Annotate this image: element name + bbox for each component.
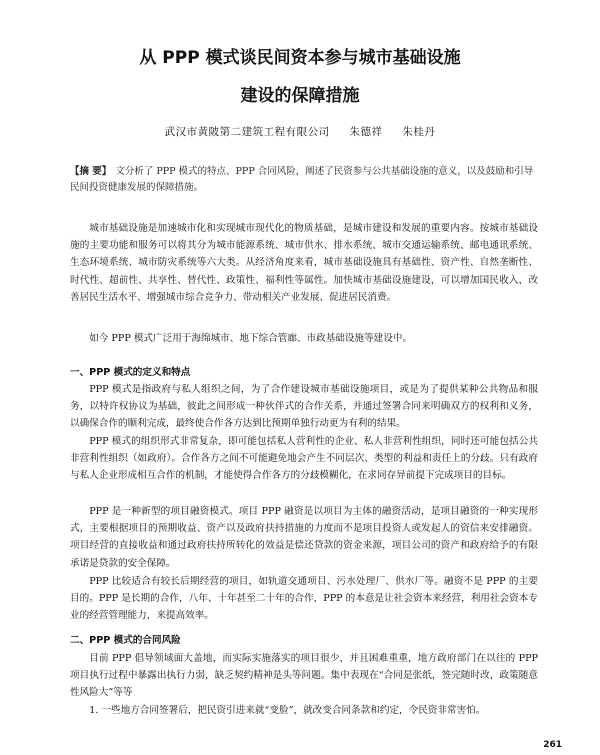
affiliation: 武汉市黄陂第二建筑工程有限公司 [164, 126, 330, 138]
body-paragraph: 1. 一些地方合同签署后，把民资引进来就“变脸”，就改变合同条款和约定，令民资非常害怕。 [89, 705, 486, 716]
author-name: 朱德祥 [349, 126, 383, 138]
body-paragraph: 目前 PPP 倡导领域面大盖地，而实际实施落实的项目很少，并且困难重重，地方政府部门在以往的 PPP 项目执行过程中暴露出执行力弱，缺乏契约精神是头等问题。集中表现在“合同是张纸，签完随时改，政策随意性风险大”等等 [70, 653, 538, 699]
body-paragraph: PPP 模式是指政府与私人组织之间，为了合作建设城市基础设施项目，或是为了提供某种公共物品和服务，以特许权协议为基础，彼此之间形成一种伙伴式的合作关系，并通过签署合同来明确双方的权利和义务，以确保合作的顺利完成，最终使合作各方达到比预期单独行动更为有利的结果。 [70, 384, 538, 430]
body-paragraph: PPP 模式的组织形式非常复杂，即可能包括私人营利性的企业、私人非营利性组织，同时还可能包括公共非营利性组织（如政府）。合作各方之间不可能避免地会产生不同层次、类型的利益和责任上的分歧。只有政府与私人企业形成相互合作的机制，才能使得合作各方的分歧模糊化，在求同存异前提下完成项目的目标。 [70, 436, 538, 482]
abstract-text: 文分析了 PPP 模式的特点、PPP 合同风险，阐述了民资参与公共基础设施的意义，以及鼓励和引导民间投资健康发展的保障措施。 [70, 166, 534, 193]
title-line-1: 从 PPP 模式谈民间资本参与城市基础设施 [139, 48, 461, 68]
abstract [70, 164, 538, 196]
section-heading: 一、PPP 模式的定义和特点 [70, 367, 191, 378]
abstract-label: 【摘 要】 [70, 166, 112, 177]
author-line [0, 124, 600, 139]
section-heading: 二、PPP 模式的合同风险 [70, 635, 181, 646]
body-paragraph: 如今 PPP 模式广泛用于海绵城市、地下综合管廊、市政基础设施等建设中。 [89, 333, 413, 344]
author-name: 朱桂丹 [402, 126, 436, 138]
body-paragraph: 城市基础设施是加速城市化和实现城市现代化的物质基础，是城市建设和发展的重要内容。按城市基础设施的主要功能和服务可以将其分为城市能源系统、城市供水、排水系统、城市交通运输系统、邮电通讯系统、生态环境系统、城市防灾系统等六大类。从经济角度来看，城市基础设施具有基础性、资产性、自然垄断性、时代性、超前性、共享性、替代性、政策性、福利性等属性。加快城市基础设施建设，可以增加国民收入，改善居民生活水平、增强城市综合竞争力、带动相关产业发展、促进居民消费。 [70, 223, 538, 303]
page-number: 261 [543, 740, 562, 750]
body-paragraph: PPP 是一种新型的项目融资模式。项目 PPP 融资是以项目为主体的融资活动，是项目融资的一种实现形式，主要根据项目的预期收益、资产以及政府扶持措施的力度而不是项目投资人或发起人的资信来安排融资。项目经营的直接收益和通过政府扶持所转化的效益是偿还贷款的资金来源，项目公司的资产和政府给予的有限承诺是贷款的安全保障。 [70, 506, 538, 569]
title-line-2: 建设的保障措施 [240, 86, 360, 106]
body-paragraph: PPP 比较适合有较长后期经营的项目，如轨道交通项目、污水处理厂、供水厂等。融资不是 PPP 的主要目的。PPP 是长期的合作，八年、十年甚至二十年的合作，PPP 的本意是让社会资本来经营，利用社会资本专业的经营管理能力，来提高效率。 [70, 576, 538, 622]
